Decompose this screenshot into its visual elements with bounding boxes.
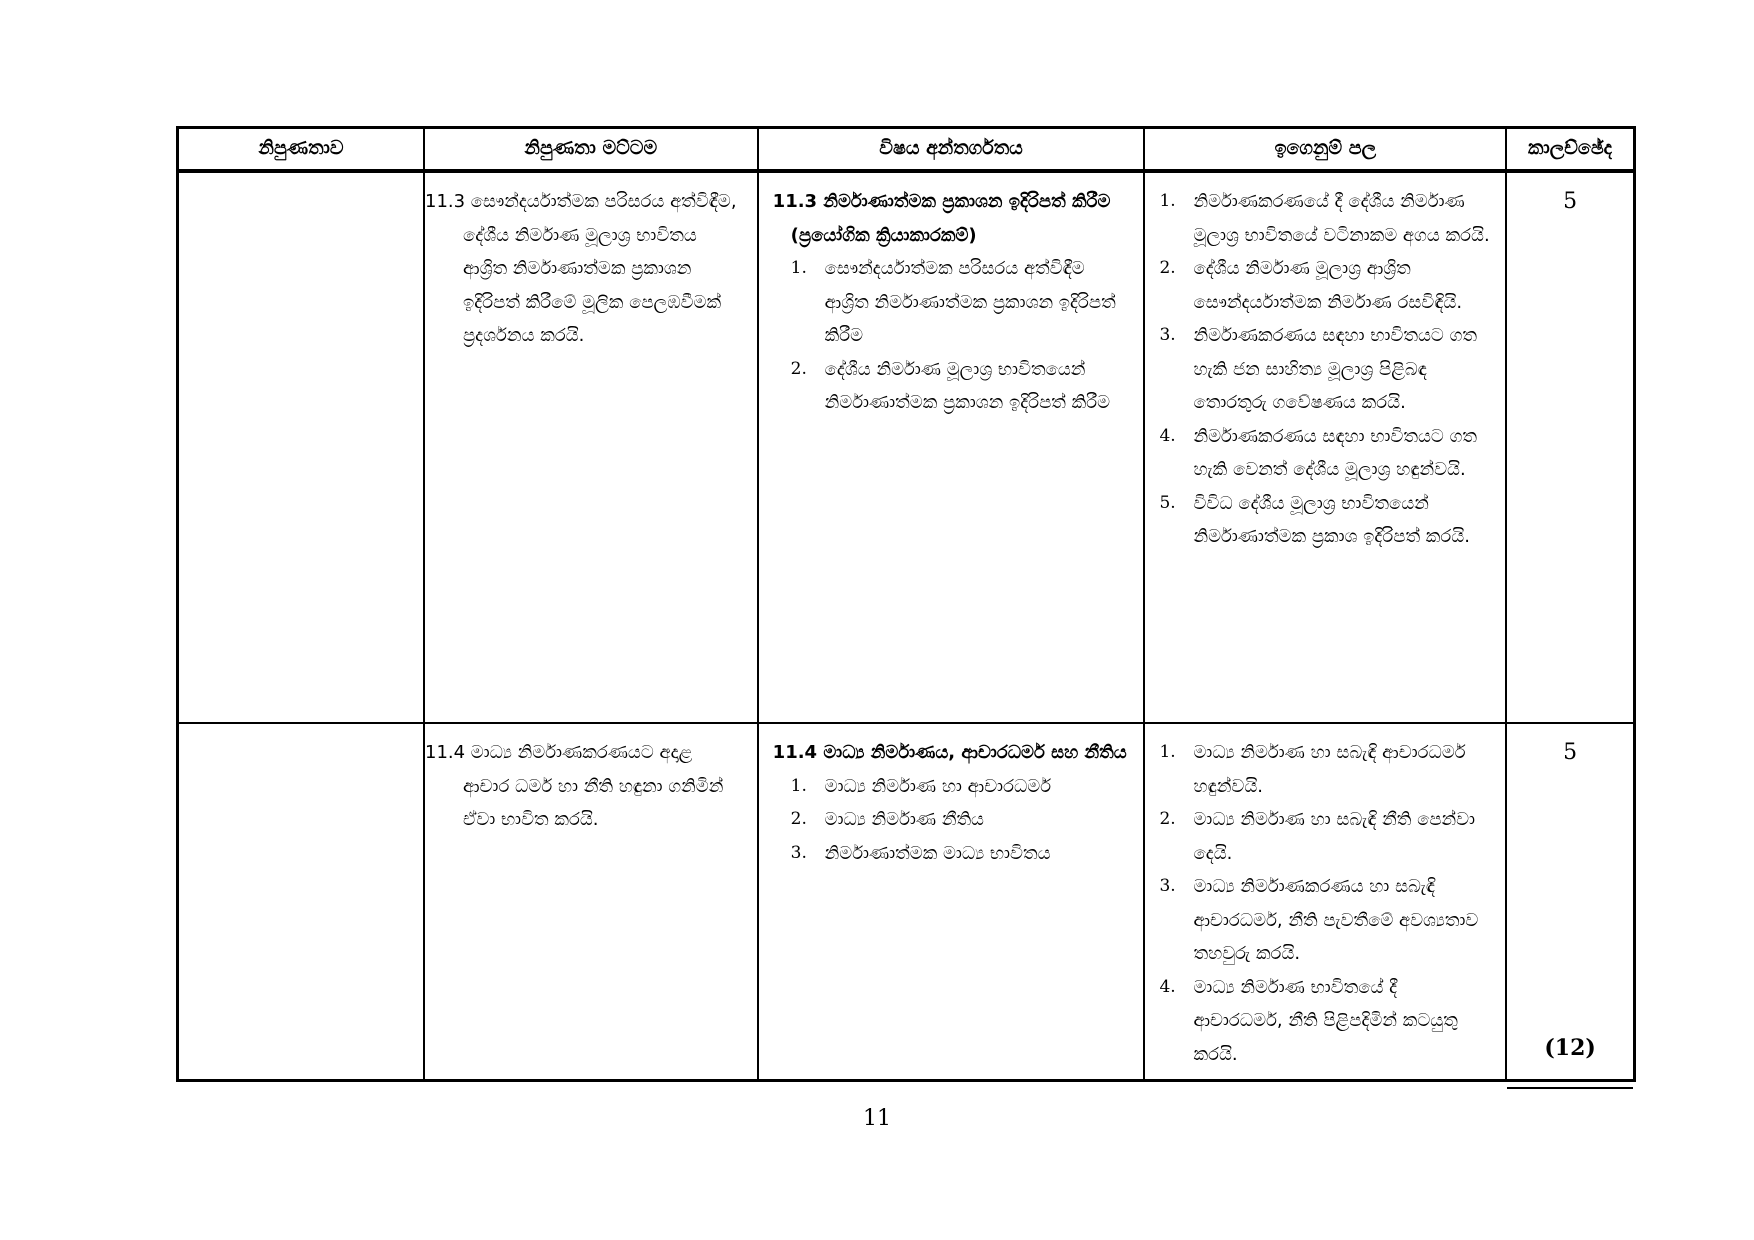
item-number: 5. — [1159, 492, 1176, 513]
table-row — [178, 723, 1635, 1081]
list-item — [1159, 803, 1491, 870]
periods-cell — [1506, 171, 1634, 723]
syllabus-table — [176, 126, 1636, 1082]
item-text: මාධ්‍ය නිර්මාණ හා ආචාරධර්ම — [824, 775, 1052, 797]
item-number: 3. — [1159, 876, 1176, 896]
item-number: 2. — [790, 358, 807, 379]
list-item — [1159, 185, 1491, 252]
page-number: 11 — [863, 1106, 891, 1131]
competency-level-cell — [424, 171, 758, 723]
table-row — [178, 171, 1635, 723]
periods-cell — [1506, 723, 1634, 1081]
list-item — [1159, 971, 1491, 1072]
list-item — [1159, 252, 1491, 319]
header-learning-outcomes: ඉගෙනුම් පල — [1144, 128, 1506, 172]
periods-total: (12) — [1544, 1035, 1596, 1061]
item-text: නිර්මාණකරණය සඳහා භාවිතයට ගත හැකි වෙනත් දේශීය මූලාශ්‍ර හඳුන්වයි. — [1193, 425, 1478, 480]
competency-level-text: 11.4 මාධ්‍ය නිර්මාණකරණයට අදාළ ආචාර ධර්ම හා නීති හඳුනා ගනිමින් ඒවා භාවිත කරයි. — [425, 742, 724, 830]
item-text: නිර්මාණකරණයේ දී දේශීය නිර්මාණ මූලාශ්‍ර භාවිතයේ වටිනාකම අගය කරයි. — [1193, 191, 1490, 246]
header-competency: නිපුණතාව — [178, 128, 425, 172]
list-item — [1159, 736, 1491, 803]
header-row — [178, 128, 1635, 172]
item-number: 4. — [1159, 976, 1176, 997]
content-list — [791, 252, 1130, 420]
periods-value: 5 — [1563, 740, 1578, 765]
item-text: සෞන්දර්යාත්මක පරිසරය අත්විඳීම ආශ්‍රිත නිර්මාණාත්මක ප්‍රකාශන ඉදිරිපත් කිරීම — [824, 258, 1116, 346]
header-periods: කාලච්ඡේද — [1506, 128, 1634, 172]
list-item — [791, 353, 1130, 420]
item-text: නිර්මාණකරණය සඳහා භාවිතයට ගත හැකි ජන සාහිත්‍ය මූලාශ්‍ර පිළිබඳ තොරතුරු ගවේෂණය කරයි. — [1193, 325, 1478, 413]
item-text: මාධ්‍ය නිර්මාණ හා සබැඳි නීති පෙන්වා දෙයි. — [1193, 809, 1476, 864]
item-number: 4. — [1159, 425, 1176, 446]
subject-content-cell — [758, 723, 1145, 1081]
competency-level-cell — [424, 723, 758, 1081]
item-text: මාධ්‍ය නිර්මාණකරණය හා සබැඳි ආචාරධර්ම, නීති පැවතීමේ අවශ්‍යතාව තහවුරු කරයි. — [1193, 876, 1479, 964]
competency-cell — [178, 171, 425, 723]
learning-outcomes-cell — [1144, 171, 1506, 723]
item-text: දේශීය නිර්මාණ මූලාශ්‍ර භාවිතයෙන් නිර්මාණාත්මක ප්‍රකාශන ඉදිරිපත් කිරීම — [824, 358, 1111, 413]
subject-content-cell — [758, 171, 1145, 723]
list-item — [1159, 487, 1491, 554]
item-text: මාධ්‍ය නිර්මාණ හා සබැඳි ආචාරධර්ම හඳුන්වයි. — [1193, 742, 1466, 797]
header-subject-content: විෂය අන්තර්ගතය — [758, 128, 1145, 172]
item-number: 1. — [1159, 191, 1176, 211]
item-number: 1. — [1159, 742, 1176, 762]
content-list — [791, 770, 1130, 871]
item-text: විවිධ දේශීය මූලාශ්‍ර භාවිතයෙන් නිර්මාණාත්මක ප්‍රකාශ ඉදිරිපත් කරයි. — [1193, 492, 1470, 547]
item-text: මාධ්‍ය නිර්මාණ නීතිය — [824, 809, 985, 830]
item-number: 2. — [790, 809, 807, 829]
list-item — [791, 770, 1130, 804]
item-number: 1. — [790, 775, 807, 796]
content-title: 11.3 නිර්මාණාත්මක ප්‍රකාශන ඉදිරිපත් කිරීම (ප්‍රයෝගික ක්‍රියාකාරකම්) — [772, 191, 1111, 246]
periods-value: 5 — [1563, 189, 1578, 214]
list-item — [1159, 870, 1491, 971]
item-number: 2. — [1159, 809, 1176, 829]
list-item — [791, 252, 1130, 353]
list-item — [791, 837, 1130, 871]
outcomes-list — [1159, 736, 1491, 1071]
learning-outcomes-cell — [1144, 723, 1506, 1081]
header-competency-level: නිපුණතා මට්ටම — [424, 128, 758, 172]
list-item — [791, 803, 1130, 837]
total-underline — [1507, 1087, 1633, 1095]
outcomes-list — [1159, 185, 1491, 554]
item-number: 3. — [1159, 325, 1176, 345]
content-title: 11.4 මාධ්‍ය නිර්මාණය, ආචාරධර්ම සහ නීතිය — [772, 742, 1127, 763]
item-text: දේශීය නිර්මාණ මූලාශ්‍ර ආශ්‍රිත සෞන්දර්යාත්මක නිර්මාණ රසවිඳියි. — [1193, 258, 1463, 313]
competency-level-text: 11.3 සෞන්දර්යාත්මක පරිසරය අත්විඳීම, දේශීය නිර්මාණ මූලාශ්‍ර භාවිතය ආශ්‍රිත නිර්මාණාත්මක ප්‍රකාශන ඉදිරිපත් කිරීමේ මූලික පෙලඹවීමක් ප්‍රදර්ශනය කරයි. — [425, 191, 737, 346]
competency-cell — [178, 723, 425, 1081]
item-number: 1. — [790, 258, 807, 278]
item-text: මාධ්‍ය නිර්මාණ භාවිතයේ දී ආචාරධර්ම, නීති පිළිපදිමින් කටයුතු කරයි. — [1193, 976, 1458, 1065]
item-number: 3. — [790, 842, 807, 863]
item-number: 2. — [1159, 258, 1176, 278]
item-text: නිර්මාණාත්මක මාධ්‍ය භාවිතය — [824, 842, 1051, 864]
list-item — [1159, 420, 1491, 487]
list-item — [1159, 319, 1491, 420]
